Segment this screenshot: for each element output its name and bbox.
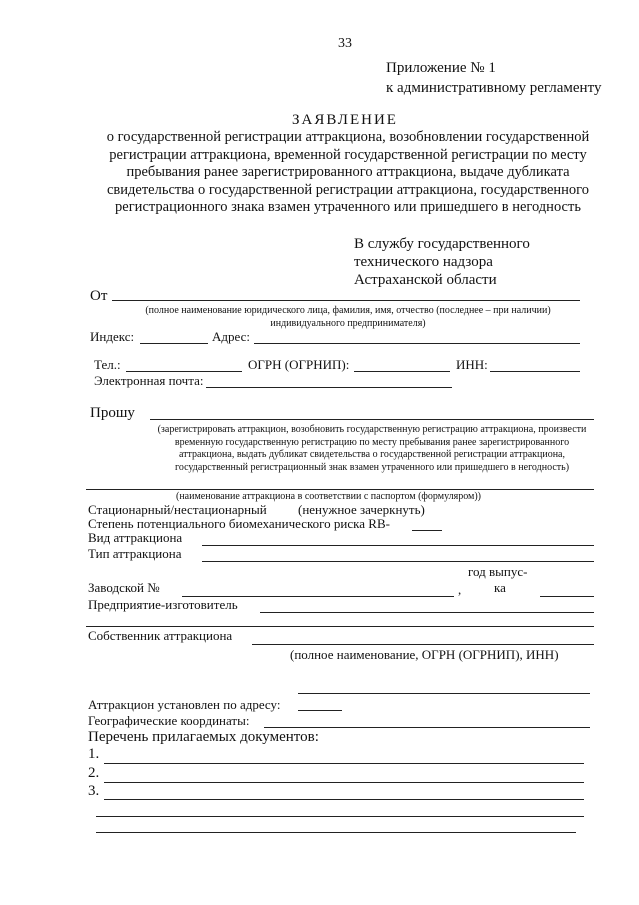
page-number: 33 (338, 36, 352, 51)
geo-label: Географические координаты: (88, 713, 250, 728)
installed-field[interactable] (298, 710, 342, 711)
owner-hint: (полное наименование, ОГРН (ОГРНИП), ИНН) (290, 647, 559, 662)
stationary-hint: (ненужное зачеркнуть) (298, 502, 425, 517)
document-subheading: о государственной регистрации аттракциона, возобновлении государственной регистрации аттракциона, временной государственной регистрации по месту пребывания ранее зарегистрированного аттракциона, выдаче дубликата свидетельства о государственной регистрации аттракциона, государственного регистрационного знака взамен утраченного или пришедшего в негодность (106, 129, 590, 215)
year-label-1: год выпус- (468, 564, 528, 579)
attraction-name-field[interactable] (86, 489, 594, 490)
document-item-1-number: 1. (88, 746, 100, 762)
index-field[interactable] (140, 343, 208, 344)
ogrn-field[interactable] (354, 371, 450, 372)
address-label: Адрес: (212, 329, 250, 344)
document-item-2-number: 2. (88, 765, 100, 781)
geo-field[interactable] (264, 727, 590, 728)
document-extra-field-2[interactable] (96, 832, 576, 833)
serial-comma: , (458, 582, 462, 597)
attraction-name-hint: (наименование аттракциона в соответствии с паспортом (формуляром)) (176, 491, 482, 502)
address-field[interactable] (254, 343, 580, 344)
installed-label: Аттракцион установлен по адресу: (88, 697, 281, 712)
recipient-line-2: технического надзора (354, 254, 493, 270)
kind-field[interactable] (202, 545, 594, 546)
documents-heading: Перечень прилагаемых документов: (88, 729, 319, 745)
manufacturer-label: Предприятие-изготовитель (88, 597, 238, 612)
stationary-label: Стационарный/нестационарный (88, 502, 267, 517)
recipient-line-1: В службу государственного (354, 236, 530, 252)
email-label: Электронная почта: (94, 373, 204, 388)
from-label: От (90, 288, 108, 304)
request-field[interactable] (150, 419, 594, 420)
type-label: Тип аттракциона (88, 546, 182, 561)
document-extra-field-1[interactable] (96, 816, 584, 817)
document-item-2-field[interactable] (104, 782, 584, 783)
request-hint: (зарегистрировать аттракцион, возобновить государственную регистрацию аттракциона, произвести временную государственную регистрацию по месту пребывания ранее зарегистрированного аттракциона, выдать дубликат свидетельства о государственной регистрации аттракциона, государственный регистрационный знак взамен утраченного или пришедшего в негодность) (157, 424, 587, 473)
ogrn-label: ОГРН (ОГРНИП): (248, 357, 350, 372)
installed-field-top[interactable] (298, 693, 590, 694)
inn-field[interactable] (490, 371, 580, 372)
email-field[interactable] (206, 387, 452, 388)
risk-label: Степень потенциального биомеханического риска RB- (88, 516, 390, 531)
serial-label: Заводской № (88, 580, 160, 595)
from-hint: (полное наименование юридического лица, фамилия, имя, отчество (последнее – при наличии) индивидуального предпринимателя) (145, 305, 551, 329)
index-label: Индекс: (90, 329, 135, 344)
request-label: Прошу (90, 405, 135, 421)
document-item-3-field[interactable] (104, 799, 584, 800)
risk-field[interactable] (412, 530, 442, 531)
document-heading: ЗАЯВЛЕНИЕ (292, 112, 398, 128)
phone-field[interactable] (126, 371, 242, 372)
manufacturer-field[interactable] (260, 612, 594, 613)
from-field[interactable] (112, 300, 580, 301)
owner-label: Собственник аттракциона (88, 628, 233, 643)
year-label-2: ка (494, 580, 506, 595)
type-field[interactable] (202, 561, 594, 562)
year-field[interactable] (540, 596, 594, 597)
document-item-3-number: 3. (88, 783, 100, 799)
owner-field[interactable] (252, 644, 594, 645)
phone-label: Тел.: (94, 357, 121, 372)
recipient-line-3: Астраханской области (354, 272, 497, 288)
kind-label: Вид аттракциона (88, 530, 183, 545)
appendix-title: Приложение № 1 (386, 60, 496, 76)
inn-label: ИНН: (456, 357, 488, 372)
appendix-subtitle: к административному регламенту (386, 80, 602, 96)
document-item-1-field[interactable] (104, 763, 584, 764)
manufacturer-field-extra[interactable] (86, 626, 594, 627)
